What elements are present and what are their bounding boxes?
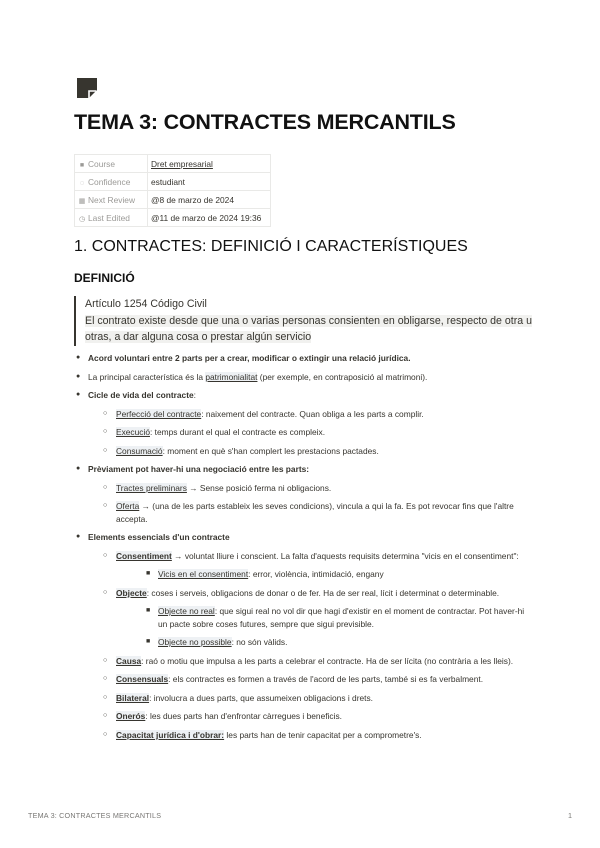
property-name: Confidence (88, 176, 131, 187)
list-item: ● Cicle de vida del contracte: ○ Perfecció del contracte: naixement del contracte. Quan obliga a les parts a complir. ○ Execució: temps durant el qual el contracte es compleix. ○ Consumació: moment en què s'han complert les prestacions pactades. (74, 389, 534, 457)
term-link[interactable]: patrimonialitat (205, 371, 258, 382)
list-item: ○ Capacitat jurídica i d'obrar: les parts han de tenir capacitat per a comprometre's. (103, 729, 422, 740)
term-link[interactable]: Causa (116, 655, 142, 666)
term-link[interactable]: Vicis en el consentiment (158, 569, 249, 579)
bullet-circle-icon: ○ (103, 712, 108, 719)
bullet-dot-icon: ● (76, 533, 81, 540)
bullet-circle-icon: ○ (103, 656, 108, 664)
term-link[interactable]: Consumació (116, 445, 163, 456)
bullet-circle-icon: ○ (103, 588, 108, 596)
quote-source: Artículo 1254 Código Civil (85, 298, 207, 310)
bullet-circle-icon: ○ (103, 428, 108, 435)
list-item: ○ Perfecció del contracte: naixement del contracte. Quan obliga a les parts a complir. (103, 408, 424, 419)
list-item: ● Acord voluntari entre 2 parts per a crear, modificar o extingir una relació jurídica. (76, 353, 411, 363)
list-item: ○ Bilateral: involucra a dues parts, que assumeixen obligacions i drets. (103, 692, 373, 703)
page-title: TEMA 3: CONTRACTES MERCANTILS (74, 110, 456, 134)
property-row-course[interactable] (75, 155, 271, 173)
property-value-course[interactable]: Dret empresarial (151, 158, 213, 169)
list-item: ○ Consentiment → voluntat lliure i conscient. La falta d'aquests requisits determina "vicis en el consentiment": ■ Vicis en el consentiment: error, violència, intimidació, engany (88, 550, 534, 581)
list-item: ● Prèviament pot haver-hi una negociació entre les parts: ○ Tractes preliminars → Sense posició ferma ni obligacions. ○ Oferta → (una de les parts estableix les seves condicions), vincula a qui la fa. Es pot revocar fins que l'altre accepta. (74, 463, 534, 525)
list-item: ■ Vicis en el consentiment: error, violència, intimidació, engany (146, 569, 384, 579)
list-item: ● Elements essencials d'un contracte ○ Consentiment → voluntat lliure i conscient. La falta d'aquests requisits determina "vicis en el consentiment": ■ Vicis en el consentiment: error, violència, intimidació, engany ○ Objecte: coses i serveis, obligacions de donar o de fer. Ha de ser real, lícit i determinat o determinable. ■ Objecte no real: que sigui real no vol dir que hagi d'existir en el moment de contractar. Pot haver-hi un pacte sobre coses futures, sempre que sigui previsible. ■ Objecte no possible: no són vàlids. ○ Causa: raó o motiu que impulsa a les parts a celebrar el contracte. Ha de ser lícita (no contrària a les lleis). ○ Consensuals: els contractes es formen a través de l'acord de les parts, també si es fa verbalment. ○ Bilateral: involucra a dues parts, que assumeixen obligacions i drets. ○ Onerós: les dues parts han d'enfrontar càrregues i beneficis. ○ Capacitat jurídica i d'obrar: les parts han de tenir capacitat per a comprometre's. (74, 531, 534, 741)
bullet-dot-icon: ● (76, 372, 81, 380)
bullet-square-icon: ■ (146, 570, 151, 577)
sub-heading: DEFINICIÓ (74, 271, 135, 285)
list-item: ■ Objecte no possible: no són vàlids. (146, 637, 288, 647)
bullet-list (74, 352, 534, 747)
term-link[interactable]: Objecte (116, 587, 147, 598)
list-item: ○ Consensuals: els contractes es formen a través de l'acord de les parts, també si es fa verbalment. (103, 674, 484, 684)
property-row-next-review[interactable] (75, 191, 271, 209)
spinner-icon: ◌ (79, 179, 85, 187)
bullet-circle-icon: ○ (103, 483, 108, 491)
term-link[interactable]: Oferta (116, 501, 140, 511)
list-item: ○ Oferta → (una de les parts estableix les seves condicions), vincula a qui la fa. Es pot revocar fins que l'altre accepta. (103, 501, 514, 524)
term-link[interactable]: Objecte no real (158, 606, 215, 616)
properties-table (74, 154, 271, 227)
bullet-square-icon: ■ (146, 638, 151, 645)
list-item: ○ Objecte: coses i serveis, obligacions de donar o de fer. Ha de ser real, lícit i determinat o determinable. ■ Objecte no real: que sigui real no vol dir que hagi d'existir en el moment de contractar. Pot haver-hi un pacte sobre coses futures, sempre que sigui previsible. ■ Objecte no possible: no són vàlids. (88, 587, 534, 649)
bullet-dot-icon: ● (76, 354, 81, 361)
quote-text: El contrato existe desde que una o varias personas consienten en obligarse, respecto de otra u otras, a dar alguna cosa o prestar algún servicio (85, 314, 532, 343)
calendar-icon: ▦ (78, 197, 86, 205)
term-link[interactable]: Consentiment (116, 550, 172, 561)
property-name: Course (88, 158, 115, 169)
list-item: ● La principal característica és la patrimonialitat (per exemple, en contraposició al matrimoni). (76, 371, 428, 382)
page-note-icon (76, 77, 98, 99)
term-link[interactable]: Consensuals (116, 674, 169, 684)
property-row-last-edited[interactable] (75, 209, 271, 227)
term-link[interactable]: Tractes preliminars (116, 482, 187, 493)
clock-icon: ◷ (78, 215, 86, 223)
bullet-circle-icon: ○ (103, 551, 108, 559)
property-name: Next Review (88, 194, 136, 205)
term-link[interactable]: Onerós (116, 711, 146, 721)
term-link[interactable]: Bilateral (116, 692, 150, 703)
bullet-circle-icon: ○ (103, 446, 108, 454)
list-item: ○ Causa: raó o motiu que impulsa a les parts a celebrar el contracte. Ha de ser lícita (no contrària a les lleis). (103, 655, 514, 666)
list-item: ○ Consumació: moment en què s'han complert les prestacions pactades. (103, 445, 379, 456)
section-heading: 1. CONTRACTES: DEFINICIÓ I CARACTERÍSTIQUES (74, 238, 468, 255)
list-item: ○ Onerós: les dues parts han d'enfrontar càrregues i beneficis. (103, 711, 342, 721)
term-link[interactable]: Execució (116, 427, 150, 437)
property-value-last-edited: @11 de marzo de 2024 19:36 (151, 212, 262, 223)
bullet-circle-icon: ○ (103, 409, 108, 417)
quote-block (74, 296, 545, 346)
bullet-circle-icon: ○ (103, 730, 108, 738)
bullet-dot-icon: ● (76, 391, 81, 398)
footer-page-number: 1 (568, 811, 572, 820)
bullet-circle-icon: ○ (103, 502, 108, 509)
bullet-circle-icon: ○ (103, 693, 108, 701)
book-icon: ■ (79, 161, 85, 169)
property-row-confidence[interactable] (75, 173, 271, 191)
property-name: Last Edited (88, 212, 130, 223)
property-value-next-review: @8 de marzo de 2024 (151, 194, 234, 205)
bullet-square-icon: ■ (146, 607, 151, 614)
list-item: ■ Objecte no real: que sigui real no vol dir que hagi d'existir en el moment de contractar. Pot haver-hi un pacte sobre coses futures, sempre que sigui previsible. (146, 606, 525, 629)
property-value-confidence: estudiant (151, 176, 185, 187)
term-link[interactable]: Capacitat jurídica i d'obrar: (116, 729, 225, 740)
list-item: ○ Execució: temps durant el qual el contracte es compleix. (103, 427, 326, 437)
term-link[interactable]: Perfecció del contracte (116, 408, 202, 419)
term-link[interactable]: Objecte no possible (158, 637, 232, 647)
bullet-circle-icon: ○ (103, 675, 108, 682)
footer-title: TEMA 3: CONTRACTES MERCANTILS (28, 811, 162, 820)
bullet-dot-icon: ● (76, 465, 81, 472)
list-item: ○ Tractes preliminars → Sense posició ferma ni obligacions. (103, 482, 332, 493)
